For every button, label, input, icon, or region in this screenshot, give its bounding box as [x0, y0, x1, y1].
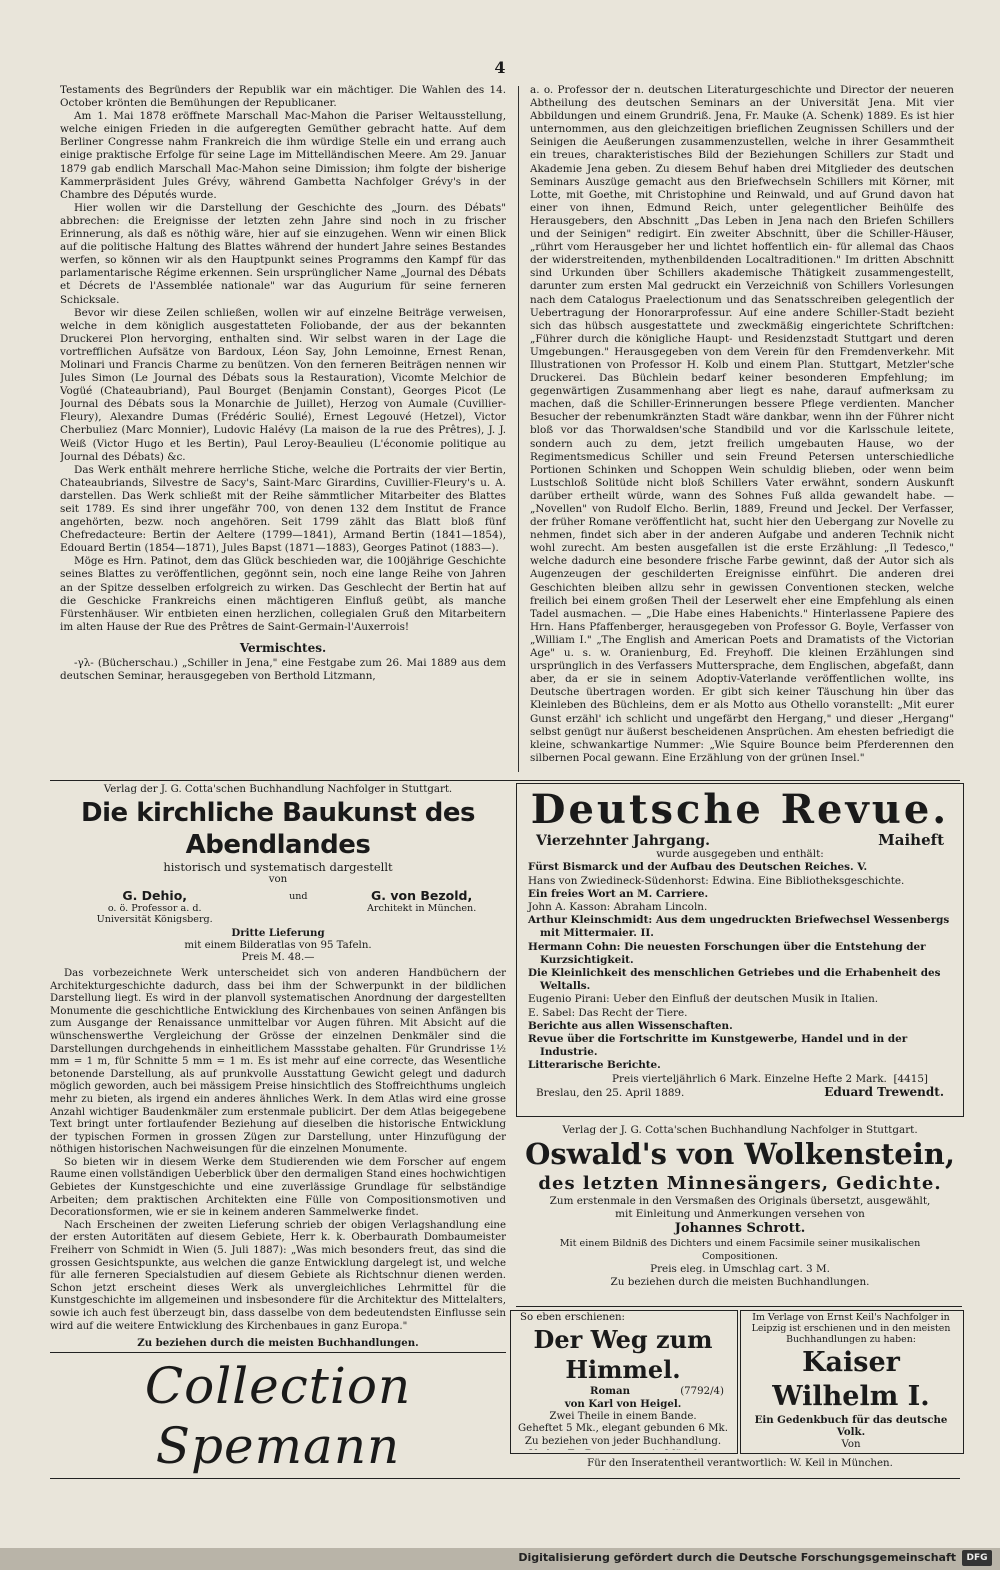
oswald-footer: Zu beziehen durch die meisten Buchhandlungen.	[610, 1276, 870, 1288]
ad-paragraph: So bieten wir in diesem Werke dem Studierenden wie dem Forscher auf engem Raume einen vollständigen Ueberblick über den dermaligen Stand eines hochwichtigen Gebietes der Kunstgeschichte und eine zuverlässige Grundlage für selbständige Arbeiten; dem praktischen Architekten eine Fülle von Compositionsmotiven und Decorationsformen, wie er sie in keinem anderen Sammelwerke findet.	[50, 1156, 506, 1219]
oswald-line: mit Einleitung und Anmerkungen versehen von	[615, 1208, 865, 1220]
revue-issue: Maiheft	[878, 831, 944, 849]
horizontal-rule	[50, 780, 960, 781]
ad-price: Preis M. 48.—	[241, 952, 315, 964]
spemann-title: Collection Spemann	[144, 1357, 412, 1475]
dfg-logo: DFG	[962, 1550, 992, 1566]
horizontal-rule	[516, 1306, 962, 1307]
column-divider	[518, 86, 519, 772]
kaiser-von: Von	[841, 1438, 861, 1450]
author-block	[80, 888, 230, 925]
oswald-line: Zum erstenmale in den Versmaßen des Originals übersetzt, ausgewählt,	[549, 1195, 931, 1207]
ad-body	[50, 968, 506, 1333]
kaiser-subtitle: Ein Gedenkbuch für das deutsche Volk.	[754, 1413, 948, 1439]
ad-atlas: mit einem Bilderatlas von 95 Tafeln.	[184, 939, 372, 951]
horizontal-rule	[50, 1478, 960, 1479]
author-description: Architekt in München.	[366, 903, 477, 915]
article-paragraph: Möge es Hrn. Patinot, dem das Glück beschieden war, die 100jährige Geschichte seines Blattes zu veröffentlichen, gegönnt sein, noch eine lange Reihe von Jahren an der Spitze desselben erfolgreich zu wirken. Das Geschlecht der Bertin hat auf die Geschicke Frankreichs einen mächtigeren Einfluß geübt, als manche Fürstenhäuser. Wir entbieten einen herzlichen, collegialen Gruß den Mitarbeitern im alten Hause der Rue des Prêtres de Saint-Germain-l'Auxerrois!	[60, 555, 506, 633]
oswald-author: Johannes Schrott.	[674, 1221, 806, 1236]
article-paragraph: a. o. Professor der n. deutschen Literaturgeschichte und Director der neueren Abtheilung des deutschen Seminars an der Universität Jena. Mit vier Abbildungen und einem Grundriß. Jena, Fr. Mauke (A. Schenk) 1889. Es ist hier unternommen, aus den gleichzeitigen brieflichen Zeugnissen Schillers und der Seinigen die Aeußerungen zusammenzustellen, welche in ihrer Gesammtheit ein treues, charakteristisches Bild der Beziehungen Schillers zur Stadt und Akademie Jena geben. Zu diesem Behuf haben drei Mitglieder des deutschen Seminars Auszüge gemacht aus den Briefwechseln Schillers mit Körner, mit Lotte, mit Goethe, mit Christophine und Reinwald, und auf Grund davon hat einer von ihnen, Edmund Reich, unter gelegentlicher Beihülfe des Herausgebers, den Abschnitt „Das Leben in Jena nach den Briefen Schillers und der Seinigen" redigirt. Ein zweiter Abschnitt, über die Schiller-Häuser, „rührt vom Herausgeber her und lichtet hoffentlich ein- für allemal das Chaos der widerstreitenden, mythenbildenden Localtraditionen." Im dritten Abschnitt sind Urkunden über Schillers akademische Thätigkeit zusammengestellt, darunter zum ersten Mal gedruckt ein Verzeichniß von Schillers Vorlesungen nach dem Catalogus Praelectionum und das Senatsschreiben gelegentlich der Uebertragung der Honorarprofessur. Auf eine andere Schiller-Stadt bezieht sich das hübsch ausgestattete und zweckmäßig eingerichtete Schriftchen: „Führer durch die königliche Haupt- und Residenzstadt Stuttgart und deren Umgebungen." Herausgegeben von dem Verein für den Fremdenverkehr. Mit Illustrationen von Professor H. Kolb und einem Plan. Stuttgart, Metzler'sche Druckerei. Das Büchlein bedarf keiner besonderen Empfehlung; im gegenwärtigen Zusammenhang aber liegt es nahe, darauf aufmerksam zu machen, daß die Schiller-Erinnerungen bessere Pflege verdienten. Mancher Besucher der rebenumkränzten Stadt wäre dankbar, wenn ihn der Führer nicht bloß vor das Thorwaldsen'sche Standbild und vor die Karlsschule leitete, sondern auch zu dem, jetzt freilich umgebauten Hause, wo der Regimentsmedicus Schiller und sein Freund Petersen unterschiedliche Portionen Schinken und Schoppen Wein schuldig blieben, oder wenn beim Lustschloß Solitüde nicht bloß Schillers Vater erwähnt, sondern Auskunft darüber ertheilt würde, wann des Sohnes Fuß allda gewandelt habe. — „Novellen" von Rudolf Elcho. Berlin, 1889, Freund und Jeckel. Der Verfasser, der früher Romane veröffentlicht hat, sucht hier den Uebergang zur Novelle zu nehmen, findet sich aber in der anderen Aufgabe und anderen Technik nicht wohl zurecht. Am besten ausgefallen ist die erste Erzählung: „Il Tedesco," welche dadurch eine besondere frische Farbe gewinnt, daß der Autor sich als Augenzeugen der geschilderten Ereignisse einführt. Die anderen drei Geschichten bleiben allzu sehr in gewissen Conventionen stecken, welche freilich bei einem großen Theil der Leserwelt eher eine Empfehlung als einen Tadel ausmachen. — „Die Habe eines Habenichts." Hinterlassene Papiere des Hrn. Hans Pfaffenberger, herausgegeben von Professor G. Boyle, Verfasser von „William I." „The English and American Poets and Dramatists of the Victorian Age" u. s. w. Oranienburg, Ed. Freyhoff. Die kleinen Erzählungen sind ursprünglich in des Verfassers Muttersprache, dem Englischen, abgefaßt, dann aber, da er sie in seinem Adoptiv-Vaterlande veröffentlichen wollte, ins Deutsche übertragen worden. Er gibt sich keiner Täuschung hin über das Kleinleben des Büchleins, dem er als Motto aus Othello voranstellt: „Mit eurer Gunst erzähl' ich schlicht und ungefärbt den Hergang," und dieser „Hergang" selbst genügt nur äußerst bescheidenen Ansprüchen. Am ehesten befriedigt die kleine, schwankartige Nummer: „Wie Squire Bounce beim Pferderennen den silbernen Pocal gewann. Eine Erzählung von der grünen Insel."	[530, 84, 954, 764]
oswald-subtitle: des letzten Minnesängers, Gedichte.	[538, 1173, 942, 1194]
author-name: G. Dehio,	[122, 888, 188, 904]
ad-publisher-line: Verlag der J. G. Cotta'schen Buchhandlung Nachfolger in Stuttgart.	[103, 784, 453, 795]
ad-oswald-von-wolkenstein	[522, 1124, 958, 1302]
revue-item: E. Sabel: Das Recht der Tiere.	[528, 1006, 688, 1019]
ad-von: von	[268, 873, 288, 885]
ad-authors	[50, 888, 506, 925]
ad-edition: Dritte Lieferung	[231, 927, 325, 940]
revue-item: Fürst Bismarck und der Aufbau des Deutschen Reiches. V.	[528, 861, 868, 874]
author-description: o. ö. Professor a. d. Universität Königsberg.	[96, 903, 213, 926]
left-article-column	[60, 84, 506, 774]
oswald-line: Mit einem Bildniß des Dichters und einem Facsimile seiner musikalischen Compositionen.	[559, 1238, 921, 1262]
revue-publisher: Eduard Trewendt.	[824, 1084, 944, 1099]
weg-footer: Zu beziehen von jeder Buchhandlung.	[524, 1435, 722, 1447]
weg-volumes: Zwei Theile in einem Bande.	[549, 1410, 697, 1422]
digitization-footer	[0, 1548, 1000, 1570]
revue-intro: wurde ausgegeben und enthält:	[656, 848, 824, 861]
section-title-miscellaneous: Vermischtes.	[239, 640, 327, 655]
ad-deutsche-revue	[522, 786, 958, 1111]
kaiser-intro: Im Verlage von Ernst Keil's Nachfolger in Leipzig ist erschienen und in den meisten Buchhandlungen zu haben:	[751, 1312, 951, 1346]
ad-title: Die kirchliche Baukunst des Abendlandes	[81, 797, 475, 860]
weg-genre: Roman	[590, 1384, 631, 1397]
ad-und: und	[289, 891, 308, 903]
ad-paragraph: Das vorbezeichnete Werk unterscheidet sich von anderen Handbüchern der Architekturgeschichte dadurch, dass bei ihm der Schwerpunkt in der bildlichen Darstellung liegt. Es wird in der planvoll systematischen Anordnung der dargestellten Monumente die geschichtliche Entwicklung des Kirchenbaues von seinen Anfängen bis zum Ausgange der Renaissance unmittelbar vor Augen führen. Mit Absicht auf die wünschenswerthe Vergleichung der Grösse der einzelnen Denkmäler sind die Darstellungen durchgehends in einheitlichem Massstabe gehalten. Für Grundrisse 1½ mm = 1 m, für Schnitte 5 mm = 1 m. Es ist mehr auf eine correcte, das Wesentliche betonende Darstellung, als auf prunkvolle Ausstattung Gewicht gelegt und dadurch möglich geworden, auch bei mässigem Preise hinsichtlich des Stoffreichthums ungleich mehr zu bieten, als irgend ein anderes ähnliches Werk. In dem Atlas wird eine grosse Anzahl wichtiger Baudenkmäler zum erstenmale publicirt. Der dem Atlas beigegebene Text bringt unter fortlaufender Beziehung auf dieselben die historische Entwicklung der typischen Formen in grossen Zügen zur Darstellung, unter Hinzufügung der nöthigen historischen Nachweisungen für die einzelnen Monumente.	[50, 967, 506, 1156]
ad-collection-spemann	[50, 1356, 506, 1476]
ad-subtitle: historisch und systematisch dargestellt	[163, 859, 393, 874]
weg-title: Der Weg zum Himmel.	[533, 1324, 713, 1384]
weg-genre-row	[512, 1385, 734, 1399]
weg-intro: So eben erschienen:	[520, 1312, 625, 1323]
weg-code: (7792/4)	[680, 1385, 724, 1397]
author-block	[367, 888, 476, 914]
revue-price-row	[522, 1073, 958, 1086]
revue-contents	[522, 861, 958, 1072]
article-paragraph: Hier wollen wir die Darstellung der Geschichte des „Journ. des Débats" abbrechen: die Ereignisse der letzten zehn Jahre sind noch in zu frischer Erinnerung, als daß es nöthig wäre, hier auf sie einzugehen. Wenn wir einen Blick auf die politische Haltung des Blattes während der hundert Jahre seines Bestandes werfen, so können wir als den Hauptpunkt seines Programms den Kampf für das parlamentarische Régime erkennen. Sein ursprünglicher Name „Journal des Débats et Décrets de l'Assemblée nationale" war das Augurium für seine ferneren Schicksale.	[60, 201, 506, 306]
footer-text: Digitalisierung gefördert durch die Deutsche Forschungsgemeinschaft	[518, 1551, 956, 1564]
revue-place-date: Breslau, den 25. April 1889.	[536, 1086, 685, 1099]
revue-signature-row	[522, 1086, 958, 1100]
responsible-notice: Für den Inseratentheil verantwortlich: W. Keil in München.	[587, 1458, 893, 1469]
oswald-publisher: Verlag der J. G. Cotta'schen Buchhandlung Nachfolger in Stuttgart.	[562, 1124, 918, 1136]
revue-item: Ein freies Wort an M. Carriere.	[528, 887, 709, 900]
revue-year: Vierzehnter Jahrgang.	[536, 833, 711, 849]
oswald-price: Preis eleg. in Umschlag cart. 3 M.	[650, 1263, 830, 1275]
article-paragraph: Am 1. Mai 1878 eröffnete Marschall Mac-Mahon die Pariser Weltausstellung, welche einigen Frieden in die aufgeregten Gemüther gebracht hatte. Auf dem Berliner Congresse nahm Frankreich die ihm würdige Stelle ein und errang auch einige praktische Erfolge für seine Lage im Mittelländischen Meere. Am 29. Januar 1879 gab endlich Marschall Mac-Mahon seine Dimission; ihm folgte der bisherige Kammerpräsident Jules Grévy, während Gambetta Nachfolger Grévy's in der Chambre des Députés wurde.	[60, 110, 506, 201]
revue-item: Arthur Kleinschmidt: Aus dem ungedruckten Briefwechsel Wessenbergs mit Mittermaier. II.	[528, 914, 950, 940]
revue-item: Hans von Zwiedineck-Südenhorst: Edwina. Eine Bibliotheksgeschichte.	[528, 874, 905, 887]
right-article-column	[530, 84, 954, 784]
ad-footer: Zu beziehen durch die meisten Buchhandlungen.	[137, 1337, 419, 1350]
article-paragraph: Bevor wir diese Zeilen schließen, wollen wir auf einzelne Beiträge verweisen, welche in dem königlich ausgestatteten Foliobande, der aus der bekannten Druckerei Plon hervorging, enthalten sind. Wir selbst waren in der Lage die vortrefflichen Aufsätze von Bardoux, Léon Say, John Lemoinne, Ernest Renan, Molinari und Francis Charme zu benützen. Von den ferneren Beiträgen nennen wir Jules Simon (Le Journal des Débats sous la Restauration), Vicomte Melchior de Vogüé (Chateaubriand), Paul Bourget (Benjamin Constant), Georges Picot (Le Journal des Débats sous la Monarchie de Juillet), Herzog von Aumale (Cuvillier-Fleury), Alexandre Dumas (Frédéric Soulié), Ernest Legouvé (Hetzel), Victor Cherbuliez (Marc Monnier), Ludovic Halévy (La maison de la rue des Prêtres), J. J. Weiß (Victor Hugo et les Bertin), Paul Leroy-Beaulieu (L'économie politique au Journal des Débats) &c.	[60, 306, 506, 463]
author-name: G. von Bezold,	[371, 888, 473, 904]
weg-price: Geheftet 5 Mk., elegant gebunden 6 Mk.	[518, 1423, 728, 1435]
revue-item: Revue über die Fortschritte im Kunstgewerbe, Handel und in der Industrie.	[528, 1033, 908, 1059]
weg-author: von Karl von Heigel.	[564, 1398, 682, 1411]
revue-price: Preis vierteljährlich 6 Mark. Einzelne Hefte 2 Mark.	[612, 1072, 887, 1085]
revue-item: Eugenio Pirani: Ueber den Einfluß der deutschen Musik in Italien.	[528, 993, 879, 1006]
weg-publisher	[512, 1449, 734, 1450]
oswald-title: Oswald's von Wolkenstein,	[525, 1137, 955, 1171]
revue-code: [4415]	[893, 1072, 928, 1085]
revue-item: John A. Kasson: Abraham Lincoln.	[528, 901, 708, 914]
revue-item: Die Kleinlichkeit des menschlichen Getriebes und die Erhabenheit des Weltalls.	[528, 967, 941, 993]
revue-item: Hermann Cohn: Die neuesten Forschungen über die Entstehung der Kurzsichtigkeit.	[528, 940, 926, 966]
misc-paragraph: -γλ- (Bücherschau.) „Schiller in Jena," eine Festgabe zum 26. Mai 1889 aus dem deutschen Seminar, herausgegeben von Berthold Litzmann,	[60, 657, 506, 683]
revue-issue-row	[522, 831, 958, 849]
article-paragraph: Das Werk enthält mehrere herrliche Stiche, welche die Portraits der vier Bertin, Chateaubriands, Silvestre de Sacy's, Saint-Marc Girardins, Cuvillier-Fleury's u. A. darstellen. Das Werk schließt mit der Reihe sämmtlicher Mitarbeiter des Blattes seit 1789. Es sind ihrer ungefähr 700, von denen 132 dem Institut de France angehörten, bezw. noch angehören. Seit 1799 zählt das Blatt bloß fünf Chefredacteure: Bertin der Aeltere (1799—1841), Armand Bertin (1841—1854), Edouard Bertin (1854—1871), Jules Bapst (1871—1883), Georges Patinot (1883—).	[60, 463, 506, 555]
horizontal-rule	[50, 1352, 506, 1353]
ad-kaiser-wilhelm	[742, 1312, 960, 1450]
kaiser-title: Kaiser Wilhelm I.	[772, 1346, 930, 1412]
revue-title: Deutsche Revue.	[530, 786, 950, 833]
article-paragraph: Testaments des Begründers der Republik war ein mächtiger. Die Wahlen des 14. October krönten die Bemühungen der Republicaner.	[60, 84, 506, 110]
ad-paragraph: Nach Erscheinen der zweiten Lieferung schrieb der obigen Verlagshandlung eine der ersten Autoritäten auf diesem Gebiete, Herr k. k. Oberbaurath Dombaumeister Freiherr von Schmidt in Wien (5. Juli 1887): „Was mich besonders freut, das sind die grossen Gesichtspunkte, aus welchen die ganze Entwicklung dargelegt ist, und welche für alle ferneren Specialstudien auf diesem Gebiete als Richtschnur dienen werden. Schon jetzt erscheint dieses Werk als unvergleichliches Lehrmittel für die Kunstgeschichte im allgemeinen und insbesondere für die Architektur des Mittelalters, sowie ich auch fest überzeugt bin, dass dasselbe von dem bedeutendsten Einflusse sein wird auf die weitere Entwicklung des Kirchenbaues in ganz Europa."	[50, 1219, 506, 1332]
revue-item: Berichte aus allen Wissenschaften.	[528, 1019, 733, 1032]
revue-item: Litterarische Berichte.	[528, 1059, 661, 1072]
page-number: 4	[494, 58, 506, 77]
ad-weg-zum-himmel	[512, 1312, 734, 1450]
ad-kirchliche-baukunst	[50, 784, 506, 1350]
